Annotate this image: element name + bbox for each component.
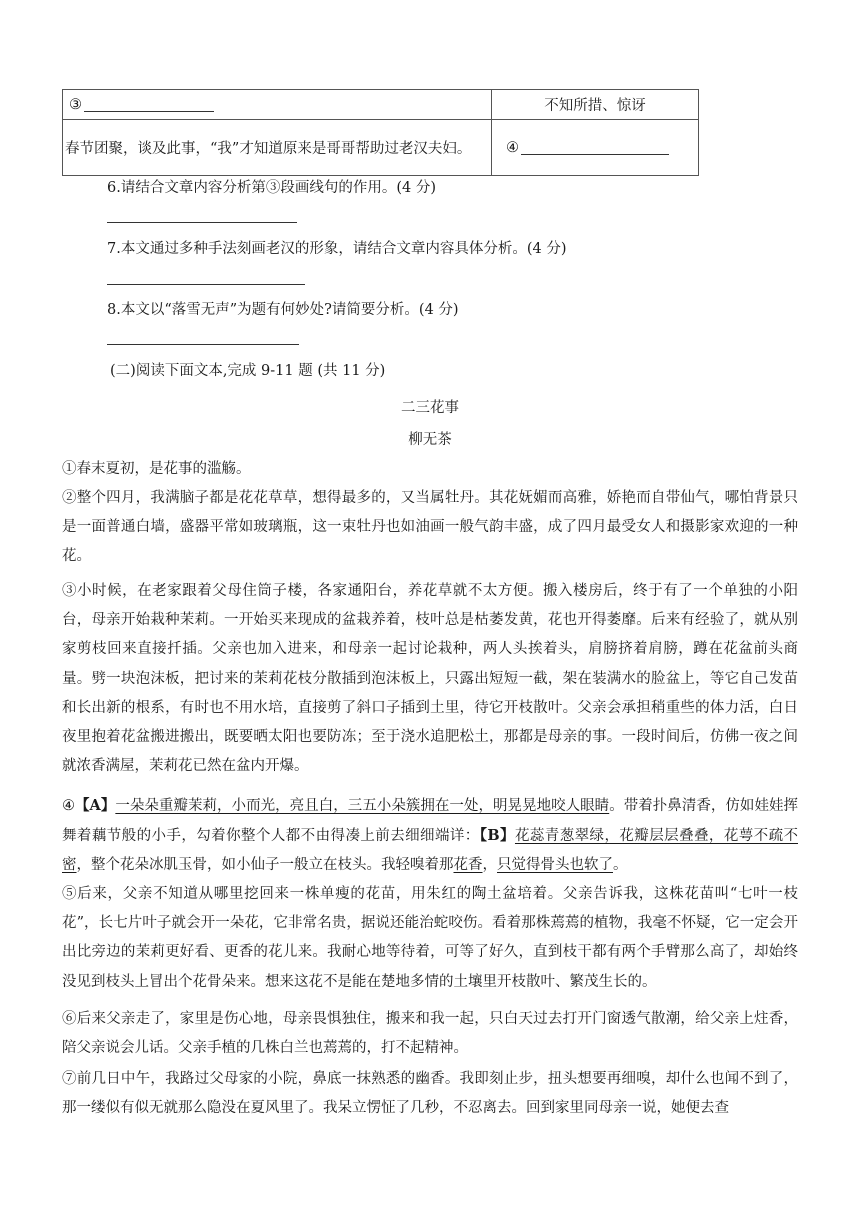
paragraph-number: ④ xyxy=(62,798,76,814)
blank-number: ③ xyxy=(69,96,82,113)
underlined-sentence-b: 花蕊青葱翠绿，花瓣层层叠叠，花萼不疏不密 xyxy=(62,828,798,874)
underlined-phrase: 只觉得骨头也软了 xyxy=(497,857,613,874)
table-cell xyxy=(63,90,492,120)
underlined-sentence-a: 一朵朵重瓣茉莉，小而光，亮且白，三五小朵簇拥在一处，明晃晃地咬人眼睛 xyxy=(115,798,610,814)
question-7: 7.本文通过多种手法刻画老汉的形象，请结合文章内容具体分析。(4 分) xyxy=(107,241,567,257)
paragraph-7: ⑦前几日中午，我路过父母家的小院，鼻底一抹熟悉的幽香。我即刻止步，扭头想要再细嗅，却什么也闻不到了，那一缕似有似无就那么隐没在夏风里了。我呆立愣怔了几秒，不忍离去。回到家里同母亲一说，她便去查 xyxy=(62,1071,798,1117)
paragraph-2: ②整个四月，我满脑子都是花花草草，想得最多的，又当属牡丹。其花妩媚而高雅，娇艳而自带仙气，哪怕背景只是一面普通白墙，盛器平常如玻璃瓶，这一束牡丹也如油画一般气韵丰盛，成了四月最受女人和摄影家欢迎的一种花。 xyxy=(62,490,798,565)
question-8: 8.本文以“落雪无声”为题有何妙处?请简要分析。(4 分) xyxy=(107,302,459,318)
answer-table xyxy=(62,89,699,176)
answer-line[interactable] xyxy=(107,222,297,223)
blank-number: ④ xyxy=(506,139,519,156)
paragraph-6: ⑥后来父亲走了，家里是伤心地，母亲畏惧独住，搬来和我一起，只白天过去打开门窗透气散潮，给父亲上炷香，陪父亲说会儿话。父亲手植的几株白兰也蔫蔫的，打不起精神。 xyxy=(62,1011,798,1057)
question-6: 6.请结合文章内容分析第③段画线句的作用。(4 分) xyxy=(107,180,436,196)
paragraph-5: ⑤后来，父亲不知道从哪里挖回来一株单瘦的花苗，用朱红的陶土盆培着。父亲告诉我，这株花苗叫“七叶一枝花”，长七片叶子就会开一朵花，它非常名贵，据说还能治蛇咬伤。看着那株蔫蔫的植物，我毫不怀疑，它一定会开出比旁边的茉莉更好看、更香的花儿来。我耐心地等待着，可等了好久，直到枝干都有两个手臂那么高了，却始终没见到枝头上冒出个花骨朵来。想来这花不是能在楚地多情的土壤里开枝散叶、繁茂生长的。 xyxy=(62,886,798,990)
section-heading: (二)阅读下面文本,完成 9-11 题 (共 11 分) xyxy=(110,363,386,379)
paragraph-text: ， xyxy=(482,857,497,874)
paragraph-text: 。 xyxy=(613,857,628,874)
article-title: 二三花事 xyxy=(401,400,459,416)
marker-b: 【B】 xyxy=(479,827,515,845)
article-author: 柳无茶 xyxy=(408,432,452,448)
table-cell: 春节团聚，谈及此事，“我”才知道原来是哥哥帮助过老汉夫妇。 xyxy=(63,120,492,176)
paragraph-4 xyxy=(62,791,798,881)
answer-line[interactable] xyxy=(107,284,305,285)
paragraph-1: ①春末夏初，是花事的滥觞。 xyxy=(62,461,251,477)
table-row xyxy=(63,120,699,176)
paragraph-3: ③小时候，在老家跟着父母住筒子楼，各家通阳台，养花草就不太方便。搬入楼房后，终于有了一个单独的小阳台，母亲开始栽种茉莉。一开始买来现成的盆栽养着，枝叶总是枯萎发黄，花也开得萎靡。后来有经验了，就从别家剪枝回来直接扦插。父亲也加入进来，和母亲一起讨论栽种，两人头挨着头，肩膀挤着肩膀，蹲在花盆前头商量。劈一块泡沫板，把讨来的茉莉花枝分散插到泡沫板上，只露出短短一截，架在装满水的脸盆上，等它自己发苗和长出新的根系，有时也不用水培，直接剪了斜口子插到土里，待它开枝散叶。父亲会承担稍重些的体力活，白日夜里抱着花盆搬进搬出，既要晒太阳也要防冻；至于浇水追肥松土，那都是母亲的事。一段时间后，仿佛一夜之间就浓香满屋，茉莉花已然在盆内开爆。 xyxy=(62,583,798,775)
paragraph-text: 。带着扑鼻清香，仿如娃娃挥舞着藕节般的小手，勾着你整个人都不由得凑上前去细细端详： xyxy=(62,798,798,845)
table-cell xyxy=(492,120,699,176)
answer-line[interactable] xyxy=(107,344,299,345)
underlined-word: 花香 xyxy=(453,857,483,874)
fill-blank[interactable] xyxy=(84,97,214,112)
table-cell: 不知所措、惊讶 xyxy=(492,90,699,120)
paragraph-text: ，整个花朵冰肌玉骨，如小仙子一般立在枝头。我轻嗅着那 xyxy=(76,857,454,874)
table-row xyxy=(63,90,699,120)
marker-a: 【A】 xyxy=(75,797,116,814)
fill-blank[interactable] xyxy=(521,140,669,155)
